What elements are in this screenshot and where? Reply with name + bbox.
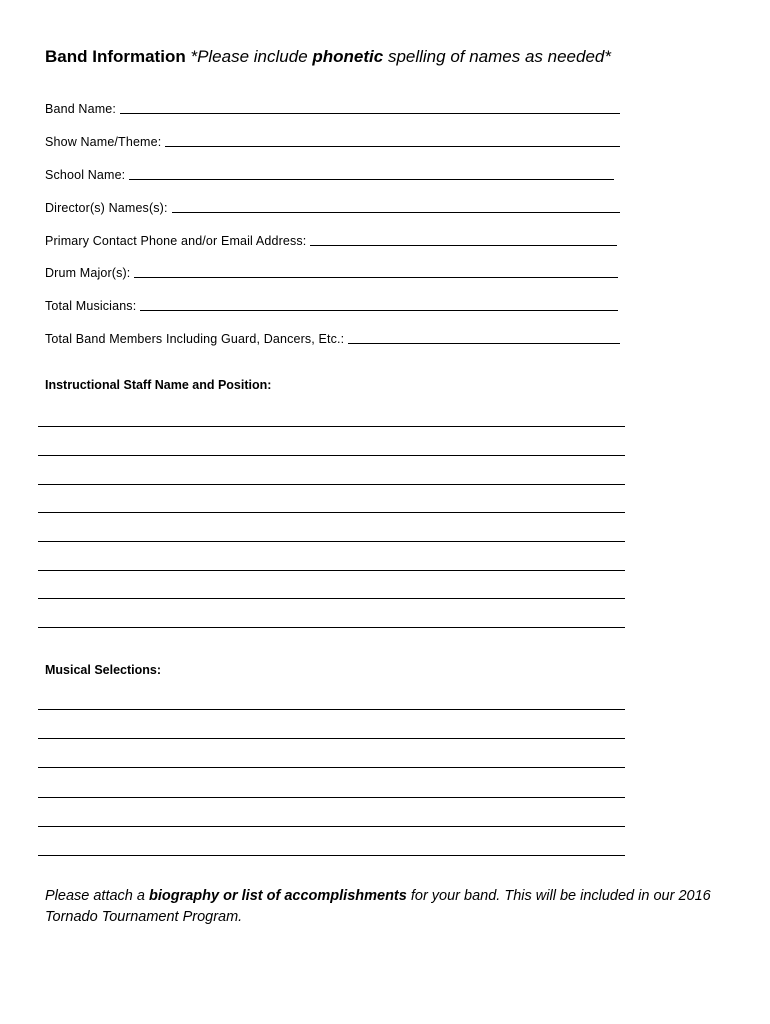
primary-contact-field[interactable] <box>45 232 617 248</box>
staff-line[interactable] <box>38 484 625 485</box>
school-name-blank[interactable] <box>129 178 614 180</box>
primary-contact-blank[interactable] <box>310 244 617 246</box>
staff-line[interactable] <box>38 570 625 571</box>
school-name-field[interactable] <box>45 166 614 182</box>
staff-line[interactable] <box>38 598 625 599</box>
music-line[interactable] <box>38 855 625 856</box>
staff-line[interactable] <box>38 426 625 427</box>
total-musicians-field[interactable] <box>45 297 618 313</box>
total-musicians-blank[interactable] <box>140 309 618 311</box>
field-label: Director(s) Names(s): <box>45 201 168 215</box>
staff-line[interactable] <box>38 541 625 542</box>
directors-names-field[interactable] <box>45 199 620 215</box>
staff-line[interactable] <box>38 627 625 628</box>
title-italic-1: *Please include <box>190 47 313 66</box>
title-italic-2: spelling of names as needed* <box>383 47 611 66</box>
form-title <box>45 47 611 67</box>
staff-line[interactable] <box>38 455 625 456</box>
field-label: Primary Contact Phone and/or Email Address: <box>45 234 307 248</box>
field-label: Total Musicians: <box>45 299 137 313</box>
total-band-members-blank[interactable] <box>348 342 620 344</box>
music-line[interactable] <box>38 797 625 798</box>
field-label: School Name: <box>45 168 126 182</box>
directors-names-blank[interactable] <box>172 211 620 213</box>
staff-section-heading: Instructional Staff Name and Position: <box>45 378 272 392</box>
music-line[interactable] <box>38 738 625 739</box>
note-text-1: Please attach a <box>45 888 149 904</box>
total-band-members-field[interactable] <box>45 330 620 346</box>
music-line[interactable] <box>38 709 625 710</box>
show-name-field[interactable] <box>45 133 620 149</box>
band-name-field[interactable] <box>45 100 620 116</box>
show-name-blank[interactable] <box>165 145 620 147</box>
music-section-heading: Musical Selections: <box>45 663 162 677</box>
biography-note <box>45 886 725 928</box>
field-label: Show Name/Theme: <box>45 135 162 149</box>
music-line[interactable] <box>38 767 625 768</box>
field-label: Total Band Members Including Guard, Dancers, Etc.: <box>45 332 345 346</box>
title-bold-italic: phonetic <box>312 47 384 66</box>
drum-majors-field[interactable] <box>45 264 618 280</box>
note-bold-text: biography or list of accomplishments <box>149 888 407 904</box>
note-text-2: for your band. This will be included in our 2016 Tornado Tournament Program. <box>45 888 711 925</box>
band-name-blank[interactable] <box>120 112 620 114</box>
field-label: Band Name: <box>45 102 116 116</box>
field-label: Drum Major(s): <box>45 266 131 280</box>
staff-line[interactable] <box>38 512 625 513</box>
title-bold: Band Information <box>45 47 186 66</box>
music-line[interactable] <box>38 826 625 827</box>
drum-majors-blank[interactable] <box>134 276 618 278</box>
